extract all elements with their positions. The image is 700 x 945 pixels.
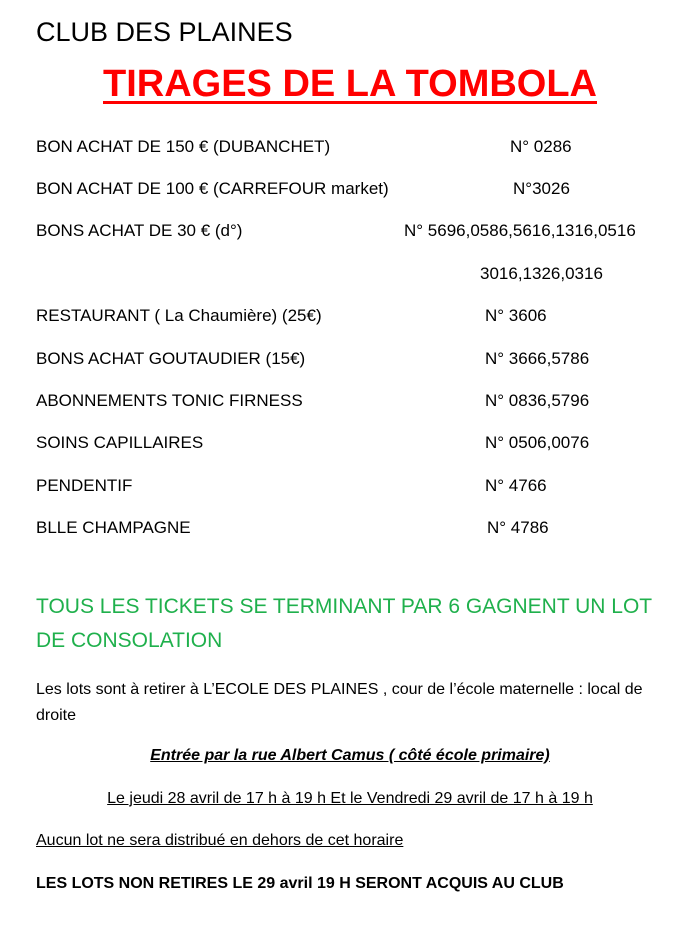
prize-numbers: N° 0286 [510,137,572,156]
prize-label: RESTAURANT ( La Chaumière) (25€) [36,306,322,325]
entry-instructions: Entrée par la rue Albert Camus ( côté école primaire) [150,747,550,764]
pickup-dates: Le jeudi 28 avril de 17 h à 19 h Et le Vendredi 29 avril de 17 h à 19 h [107,790,593,807]
prize-label: PENDENTIF [36,476,133,495]
prize-numbers: N° 4786 [487,518,549,537]
club-name: CLUB DES PLAINES [36,17,293,47]
prize-numbers: N° 3606 [485,306,547,325]
pickup-info: Les lots sont à retirer à L’ECOLE DES PLAINES , cour de l’école maternelle : local de droite [36,681,643,724]
prize-label: BON ACHAT DE 100 € (CARREFOUR market) [36,179,389,198]
prize-numbers: N°3026 [513,179,570,198]
prize-numbers: N° 3666,5786 [485,349,590,368]
prize-label: ABONNEMENTS TONIC FIRNESS [36,391,303,410]
page-title: TIRAGES DE LA TOMBOLA [103,63,597,105]
no-distribution-notice: Aucun lot ne sera distribué en dehors de cet horaire [36,832,404,849]
prize-label: BON ACHAT DE 150 € (DUBANCHET) [36,137,331,156]
prize-label: BLLE CHAMPAGNE [36,518,191,537]
prize-numbers: N° 0506,0076 [485,433,590,452]
prize-label: BONS ACHAT DE 30 € (d°) [36,221,243,240]
prize-label: SOINS CAPILLAIRES [36,433,204,452]
prize-numbers: N° 4766 [485,476,547,495]
prize-label: BONS ACHAT GOUTAUDIER (15€) [36,349,306,368]
prize-numbers-continued: 3016,1326,0316 [480,264,603,283]
prize-numbers: N° 5696,0586,5616,1316,0516 [404,221,636,240]
final-notice: LES LOTS NON RETIRES LE 29 avril 19 H SERONT ACQUIS AU CLUB [36,875,564,892]
prize-numbers: N° 0836,5796 [485,391,590,410]
consolation-notice: TOUS LES TICKETS SE TERMINANT PAR 6 GAGNENT UN LOT DE CONSOLATION [36,595,652,652]
